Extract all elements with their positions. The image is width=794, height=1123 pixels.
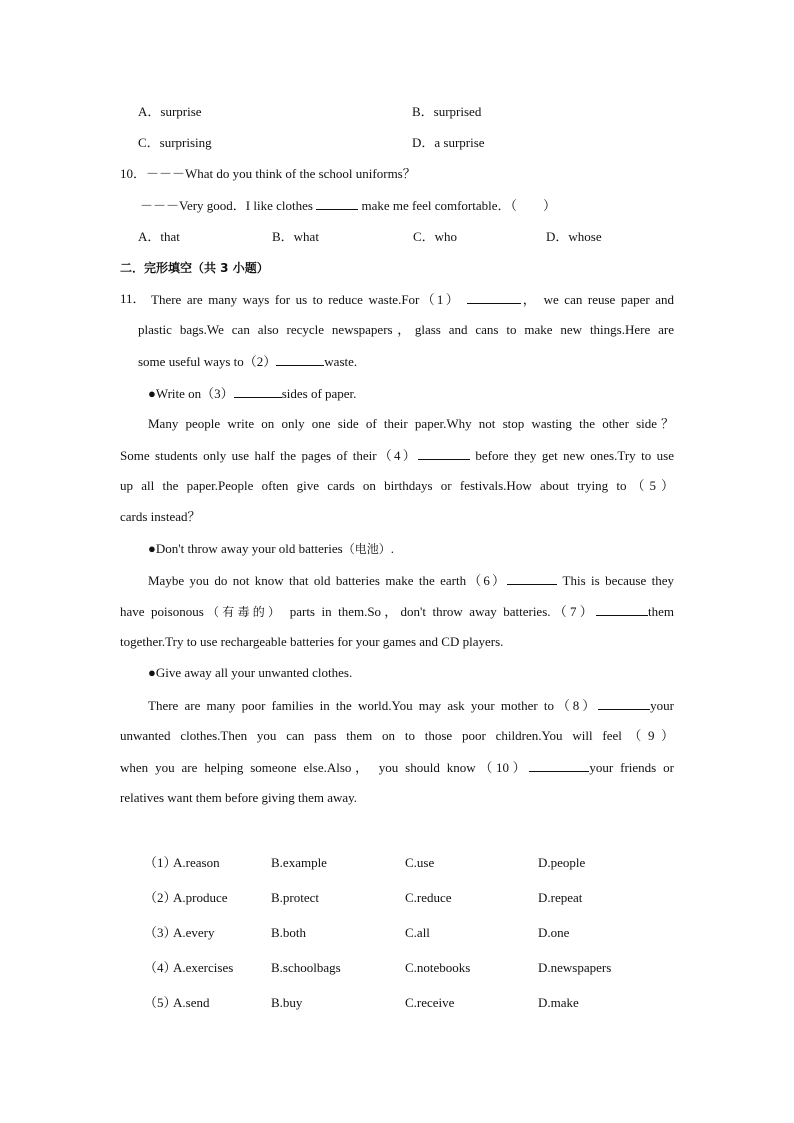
q11-p4-line4: relatives want them before giving them away. [120, 790, 358, 805]
q10-blank[interactable] [316, 197, 358, 210]
q11-p3-line3: together.Try to use rechargeable batteries for your games and CD players. [120, 634, 504, 649]
q11-p3-l2-cjk: （有毒的） [203, 605, 284, 619]
blank-1[interactable] [467, 291, 521, 304]
q11-p2-line2 [120, 447, 674, 464]
blank-3[interactable] [234, 385, 282, 398]
choice-1-a: A.reason [173, 855, 220, 870]
q11-p3-line2 [120, 603, 674, 620]
q11-p4-line3 [120, 759, 674, 776]
q11-p2-line3: up all the paper.People often give cards on birthdays or festivals.How about trying to（5） [120, 478, 674, 493]
q11-p2-l2-a: Some students only use half the pages of their（4） [120, 448, 418, 463]
q10-option-b: B．what [272, 229, 319, 244]
q11-p3-l1-b: This is because they [562, 573, 674, 588]
q11-p4-l3-a: when you are helping someone else.Also， you should know（10） [120, 760, 530, 775]
choice-3-number: （3） [144, 925, 177, 940]
choice-1-d: D.people [538, 855, 586, 870]
q11-p1-l3-b: waste. [324, 354, 358, 369]
blank-7[interactable] [596, 603, 648, 616]
choice-5-number: （5） [144, 995, 177, 1010]
choice-2-b: B.protect [271, 890, 320, 905]
choice-4-c: C.notebooks [405, 960, 471, 975]
q11-p4-line1 [148, 697, 674, 714]
bullet-2-b: . [390, 541, 394, 556]
q10-answer-line [140, 197, 556, 214]
q10-option-d: D．whose [546, 229, 602, 244]
blank-6[interactable] [507, 572, 557, 585]
bullet-2-cjk: （电池） [342, 542, 391, 556]
choice-3-c: C.all [405, 925, 430, 940]
choice-3-b: B.both [271, 925, 307, 940]
choice-1-b: B.example [271, 855, 327, 870]
q11-p4-l1-b: your [650, 698, 674, 713]
q11-p2-line4: cards instead？ [120, 509, 201, 524]
bullet-1 [148, 385, 356, 402]
choice-1-number: （1） [144, 855, 177, 870]
q9-option-d: D．a surprise [412, 135, 485, 150]
choice-2-number: （2） [144, 890, 177, 905]
q10-number: 10． [120, 166, 147, 181]
choice-2-d: D.repeat [538, 890, 583, 905]
bullet-1-a: ●Write on（3） [148, 386, 234, 401]
q11-p4-l1-a: There are many poor families in the world.You may ask your mother to（8） [148, 698, 599, 713]
choice-2-c: C.reduce [405, 890, 452, 905]
bullet-3: ●Give away all your unwanted clothes. [148, 665, 353, 680]
choice-5-c: C.receive [405, 995, 455, 1010]
q11-p3-line1 [148, 572, 674, 589]
choice-5-a: A.send [173, 995, 210, 1010]
q11-p1-l3-a: some useful ways to（2） [138, 354, 277, 369]
choice-5-b: B.buy [271, 995, 303, 1010]
blank-8[interactable] [598, 697, 650, 710]
q11-p4-l3-b: your friends or [589, 760, 674, 775]
bullet-2-a: ●Don't throw away your old batteries [148, 541, 343, 556]
q11-p1-line2: plastic bags.We can also recycle newspapers，glass and cans to make new things.Here are [138, 322, 674, 337]
choice-4-d: D.newspapers [538, 960, 612, 975]
choice-2-a: A.produce [173, 890, 228, 905]
choice-4-a: A.exercises [173, 960, 234, 975]
q11-p1-l1-a: There are many ways for us to reduce waste.For（1） [151, 292, 461, 307]
q9-option-c: C．surprising [138, 135, 212, 150]
q10-line1: －－－What do you think of the school uniforms？ [146, 166, 416, 181]
q10-line2-post: make me feel comfortable．（ ） [361, 198, 557, 213]
blank-10[interactable] [529, 759, 589, 772]
choice-1-c: C.use [405, 855, 435, 870]
choice-5-d: D.make [538, 995, 579, 1010]
q11-p3-l1-a: Maybe you do not know that old batteries make the earth（6） [148, 573, 508, 588]
q10-line2-pre: －－－Very good．I like clothes [140, 198, 313, 213]
bullet-1-b: sides of paper. [281, 386, 357, 401]
choice-3-d: D.one [538, 925, 570, 940]
q11-p4-line2: unwanted clothes.Then you can pass them on to those poor children.You will feel（9） [120, 728, 674, 743]
q9-option-b: B．surprised [412, 104, 482, 119]
blank-2[interactable] [276, 353, 324, 366]
q10-question [120, 166, 416, 182]
q11-p1-line1 [151, 291, 674, 308]
choice-3-a: A.every [173, 925, 215, 940]
q11-p1-l1-b: ， we can reuse paper and [520, 292, 674, 307]
q11-p2-line1: Many people write on only one side of their paper.Why not stop wasting the other side？ [148, 416, 674, 431]
q11-p3-l2-c: them [647, 604, 674, 619]
q10-option-c: C．who [413, 229, 458, 244]
q9-option-a: A．surprise [138, 104, 202, 119]
blank-4[interactable] [418, 447, 470, 460]
choice-4-number: （4） [144, 960, 177, 975]
q10-option-a: A．that [138, 229, 180, 244]
q11-p1-line3 [138, 353, 357, 370]
q11-p3-l2-a: have poisonous [120, 604, 204, 619]
bullet-2 [148, 541, 394, 557]
choice-4-b: B.schoolbags [271, 960, 341, 975]
section-title: 二．完形填空（共 3 小题） [120, 261, 269, 275]
q11-p2-l2-b: before they get new ones.Try to use [475, 448, 675, 463]
q11-p3-l2-b: parts in them.So，don't throw away batteries.（7） [289, 604, 596, 619]
q11-number: 11． [120, 291, 146, 306]
